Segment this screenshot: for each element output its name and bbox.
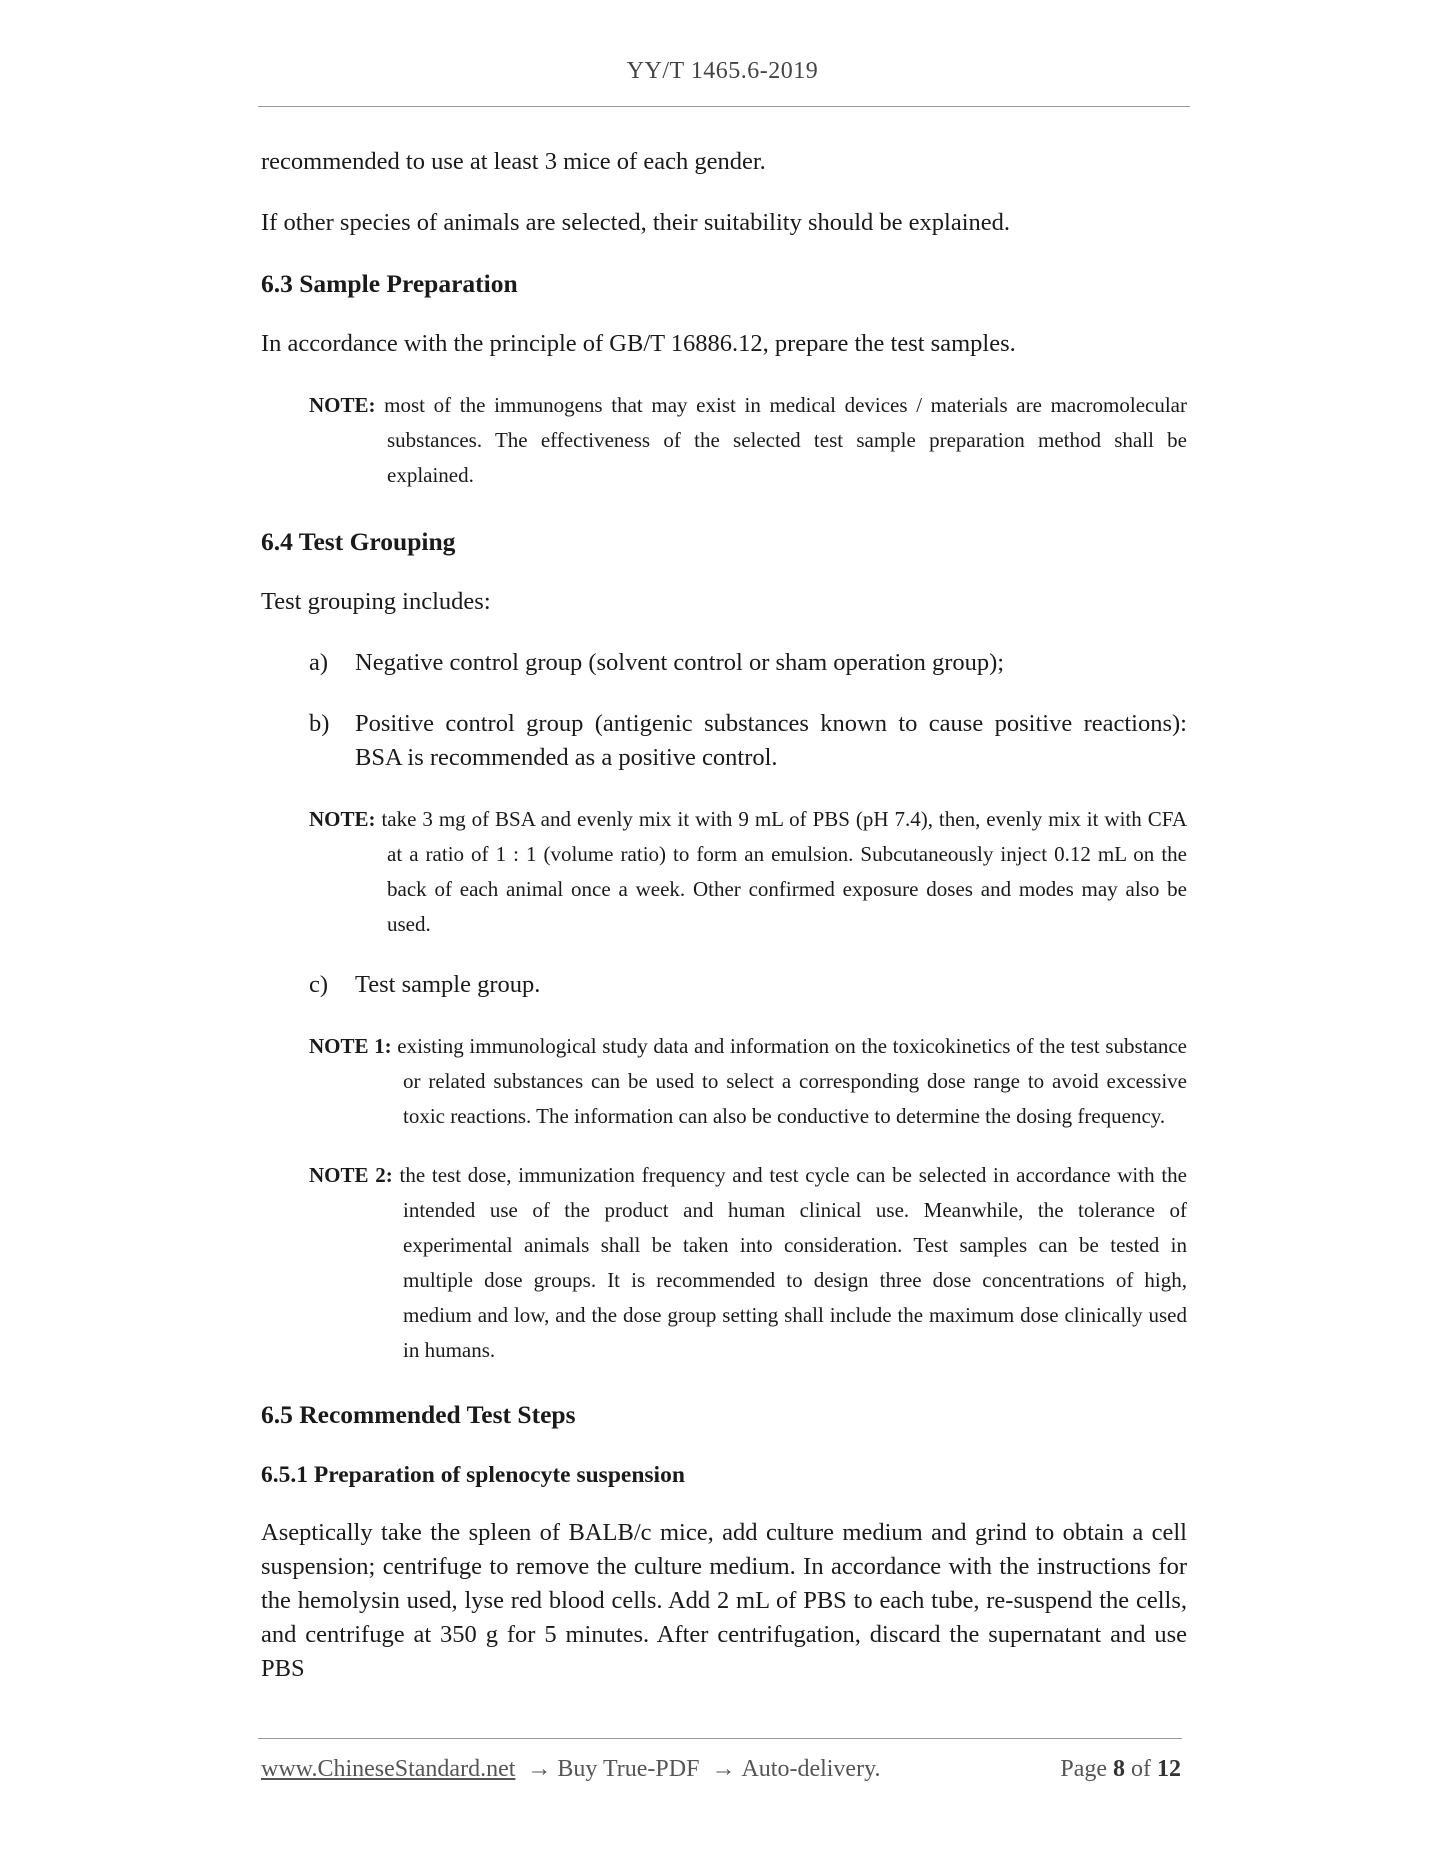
site-link[interactable]: www.ChineseStandard.net [261, 1756, 516, 1782]
note-block [309, 1029, 1187, 1134]
list-marker: c) [309, 971, 329, 998]
list-item-text: Negative control group (solvent control or sham operation group); [355, 649, 1005, 676]
note-label: NOTE 2: [309, 1163, 393, 1187]
note-block [309, 1158, 1187, 1368]
note-text: the test dose, immunization frequency and test cycle can be selected in accordance with the intended use of the product and human clinical use. Meanwhile, the tolerance of experimental animals shall be taken into consideration. Test samples can be tested in multiple dose groups. It is recommended to design three dose concentrations of high, medium and low, and the dose group setting shall include the maximum dose clinically used in humans. [399, 1163, 1187, 1362]
arrow-right-icon: → [527, 1756, 552, 1782]
list-item [309, 968, 1187, 1002]
list-item [309, 646, 1187, 680]
paragraph: Test grouping includes: [261, 588, 491, 615]
paragraph: In accordance with the principle of GB/T 16886.12, prepare the test samples. [261, 330, 1016, 357]
list-item-text: Positive control group (antigenic substances known to cause positive reactions): BSA is recommended as a positive control. [355, 710, 1187, 771]
page-total: 12 [1157, 1756, 1181, 1782]
note-label: NOTE 1: [309, 1034, 392, 1058]
paragraph: If other species of animals are selected, their suitability should be explained. [261, 209, 1011, 236]
page-content [261, 145, 1187, 1713]
header-divider [258, 106, 1190, 107]
page-footer [261, 1756, 1181, 1783]
subsection-heading-6-5-1: 6.5.1 Preparation of splenocyte suspension [261, 1462, 685, 1488]
auto-delivery-text: Auto-delivery. [741, 1756, 881, 1782]
footer-divider [258, 1738, 1182, 1739]
page-indicator [1060, 1756, 1181, 1783]
paragraph: Aseptically take the spleen of BALB/c mice, add culture medium and grind to obtain a cell suspension; centrifuge to remove the culture medium. In accordance with the instructions for the hemolysin used, lyse red blood cells. Add 2 mL of PBS to each tube, re-suspend the cells, and centrifuge at 350 g for 5 minutes. After centrifugation, discard the supernatant and use PBS [261, 1519, 1187, 1682]
note-text: take 3 mg of BSA and evenly mix it with 9 mL of PBS (pH 7.4), then, evenly mix it with CFA at a ratio of 1 : 1 (volume ratio) to form an emulsion. Subcutaneously inject 0.12 mL on the back of each animal once a week. Other confirmed exposure doses and modes may also be used. [381, 807, 1187, 936]
note-block [309, 388, 1187, 493]
section-heading-6-3: 6.3 Sample Preparation [261, 269, 518, 298]
note-block [309, 802, 1187, 942]
arrow-right-icon: → [711, 1756, 736, 1782]
note-label: NOTE: [309, 807, 376, 831]
page-number: 8 [1113, 1756, 1125, 1782]
list-marker: a) [309, 649, 329, 676]
note-text: most of the immunogens that may exist in medical devices / materials are macromolecular substances. The effectiveness of the selected test sample preparation method shall be explained. [384, 393, 1187, 487]
section-heading-6-5: 6.5 Recommended Test Steps [261, 1400, 576, 1429]
note-label: NOTE: [309, 393, 376, 417]
list-item [309, 707, 1187, 775]
paragraph: recommended to use at least 3 mice of each gender. [261, 148, 766, 175]
document-header: YY/T 1465.6-2019 [626, 58, 819, 84]
section-heading-6-4: 6.4 Test Grouping [261, 527, 456, 556]
list-marker: b) [309, 710, 330, 737]
note-text: existing immunological study data and information on the toxicokinetics of the test substance or related substances can be used to select a corresponding dose range to avoid excessive toxic reactions. The information can also be conductive to determine the dosing frequency. [397, 1034, 1187, 1128]
of-word: of [1131, 1756, 1151, 1782]
list-item-text: Test sample group. [355, 971, 541, 998]
page-word: Page [1060, 1756, 1107, 1782]
buy-pdf-text: Buy True-PDF [557, 1756, 700, 1782]
